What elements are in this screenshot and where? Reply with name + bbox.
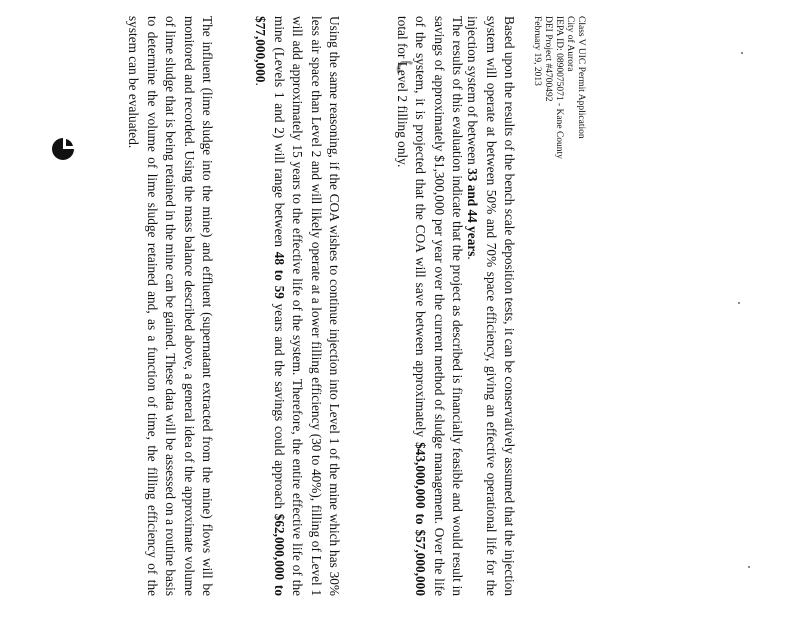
bold-text-run: $43,000,000 to $57,000,000 [413,442,429,596]
rotated-text-block [86,16,586,596]
paragraph-operational-life [463,16,518,596]
header-line: City of Aurora [565,16,575,72]
header-line: DEI Project #4700492 [543,16,553,102]
text-run: years and the savings could approach [271,298,287,514]
header-line: Class V UIC Permit Application [576,16,586,139]
paragraph-monitoring [124,16,216,596]
bold-text-run: $62,000,000 to $77,000,000 [253,16,287,596]
scan-speck [748,566,750,568]
text-run: The results of this evaluation indicate that the project as described is financially feasible and would result in savings of approximately $1,300,000 per year over the current method of sludge management. Over the life of the system, it is projected that the COA will save between approximately [413,16,465,596]
logo-mark-icon [50,136,76,162]
text-run: . [465,256,481,260]
text-run: total for Level 2 filling only. [394,16,410,168]
header-line: IEPA ID: 0890075071 - Kane County [554,16,564,159]
document-header [531,16,586,316]
scan-speck [738,302,740,304]
text-run: . [253,82,269,86]
scan-speck [741,52,743,54]
paragraph-financial-savings [392,16,466,596]
text-run: The influent (lime sludge into the mine) and effluent (supernatant extracted from the mine) flows will be monitored and recorded. Using the mass balance described above, a general idea of the approximate volume of lime sludge that is being retained in the mine can be gained. These data will be assessed on a routine basis to determine the volume of lime sludge retained and, as a function of time, the filling efficiency of the system can be evaluated. [126,16,215,596]
paragraph-level-1-injection [251,16,343,596]
bold-text-run: 48 to 59 [271,251,287,299]
text-run: Based upon the results of the bench scale deposition tests, it can be conservatively assumed that the injection system will operate at between 50% and 70% space efficiency, giving an effective operational life for the injection system of between [465,16,517,596]
text-run: Using the same reasoning, if the COA wishes to continue injection into Level 1 of the mine which has 30% less air space than Level 2 and will likely operate at a lower filling efficiency (30 to 40%), filling of Level 1 will add approximately 15 years to the effective life of the system. Therefore, the entire effective life of the mine (Levels 1 and 2) will range between [271,16,342,596]
header-line: February 19, 2013 [532,16,542,86]
bold-text-run: 33 and 44 years [465,168,481,257]
